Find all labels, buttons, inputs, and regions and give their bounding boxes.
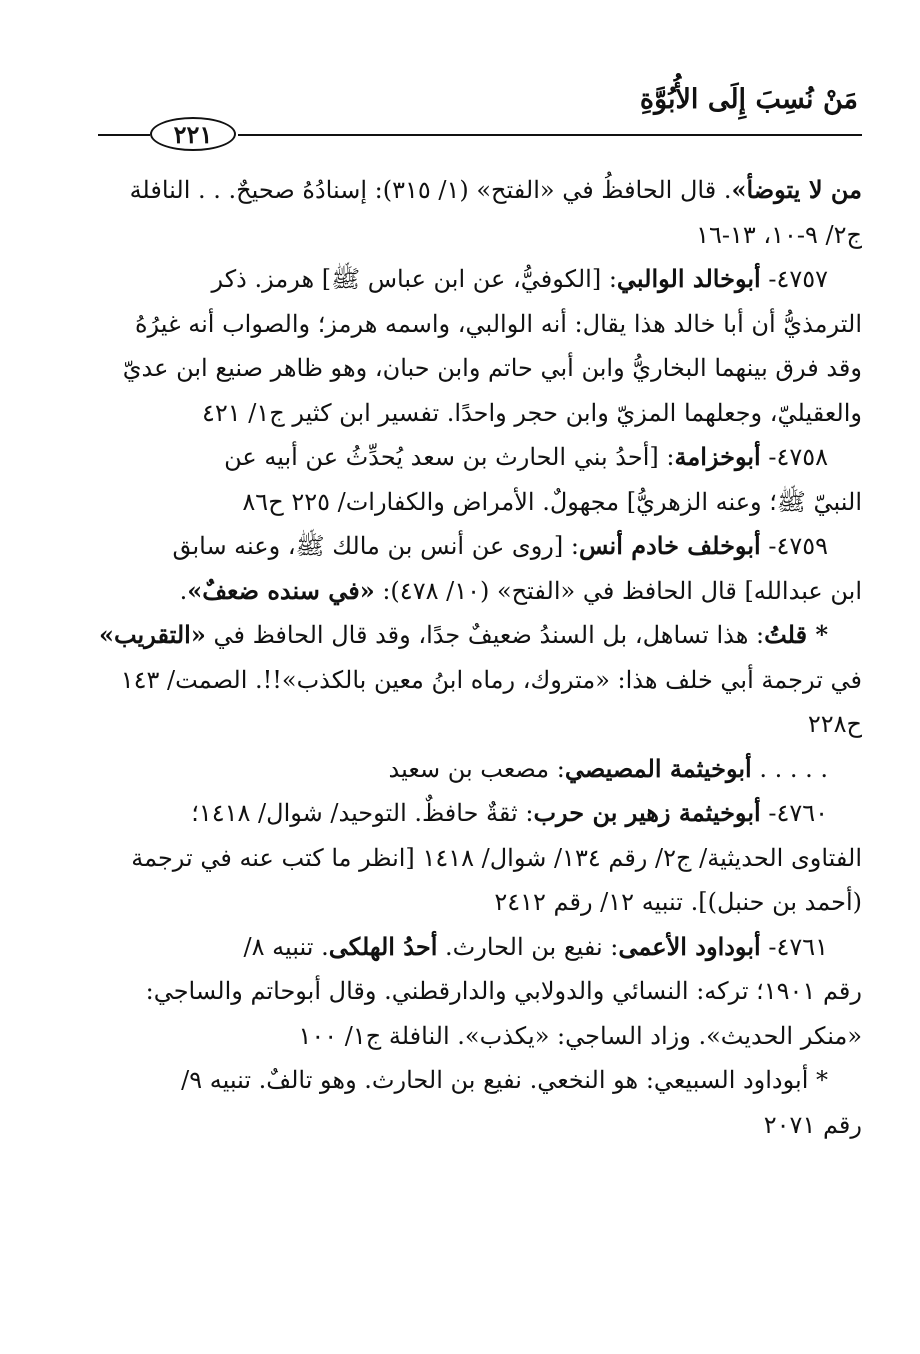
bold-text: أبوداود الأعمى	[618, 931, 761, 961]
paragraph	[98, 1058, 862, 1147]
text-run: * أبوداود السبيعي: هو النخعي. نفيع بن الحارث. وهو تالفٌ. تنبيه ٩/	[181, 1066, 828, 1094]
text-run: الترمذيُّ أن أبا خالد هذا يقال: أنه الوالبي، واسمه هرمز؛ والصواب أنه غيرُهُ	[134, 309, 862, 338]
text-run: «منكر الحديث». وزاد الساجي: «يكذب». النافلة ج١/ ١٠٠	[298, 1021, 862, 1050]
paragraph	[98, 168, 862, 257]
text-run: : [روى عن أنس بن مالك ﷺ، وعنه سابق	[172, 532, 579, 560]
text-run: الفتاوى الحديثية/ ج٢/ رقم ١٣٤/ شوال/ ١٤١٨ [انظر ما كتب عنه في ترجمة	[131, 843, 862, 872]
text-run: (أحمد بن حنبل)]. تنبيه ١٢/ رقم ٢٤١٢	[494, 888, 862, 916]
text-run: ابن عبدالله] قال الحافظ في «الفتح» (١٠/ ٤٧٨):	[374, 576, 862, 605]
text-run: : [الكوفيُّ، عن ابن عباس ﷺ] هرمز. ذكر	[211, 265, 617, 293]
text-run: : مصعب بن سعيد	[388, 754, 565, 783]
text-run: . تنبيه ٨/	[243, 932, 329, 961]
text-run: ج٢/ ٩-١٠، ١٣-١٦	[696, 220, 862, 249]
bold-text: أحدُ الهلكى	[328, 931, 438, 961]
bold-text: أبوخالد الوالبي	[616, 264, 761, 293]
bold-text: أبوخلف خادم أنس	[578, 531, 761, 560]
text-run: وقد فرق بينهما البخاريُّ وابن أبي حاتم وابن حبان، وهو ظاهر صنيع ابن عديّ	[122, 354, 862, 382]
paragraph	[98, 524, 862, 613]
bold-text: أبوخزامة	[674, 442, 761, 471]
text-run: ح٢٢٨	[807, 710, 862, 738]
text-run: : [أحدُ بني الحارث بن سعد يُحدِّثُ عن أبيه عن	[224, 443, 675, 471]
text-run: ٤٧٥٩-	[760, 532, 828, 560]
paragraph	[98, 257, 862, 435]
text-run: .	[179, 576, 188, 605]
text-run: : هذا تساهل، بل السندُ ضعيفٌ جدًا، وقد قال الحافظ في	[205, 621, 765, 649]
text-run: رقم ٢٠٧١	[763, 1110, 862, 1139]
bold-text: أبوخيثمة المصيصي	[564, 753, 752, 783]
body-text	[98, 168, 862, 1147]
bold-text: «في سنده ضعفٌ»	[187, 575, 375, 605]
paragraph	[98, 791, 862, 925]
text-run: ٤٧٥٨-	[760, 443, 828, 471]
paragraph	[98, 925, 862, 1059]
text-run: . . . . .	[751, 754, 828, 783]
paragraph	[98, 747, 862, 792]
text-run: ٤٧٦٠-	[760, 799, 828, 827]
text-run: في ترجمة أبي خلف هذا: «متروك، رماه ابنُ معين بالكذب»!!. الصمت/ ١٤٣	[120, 665, 862, 694]
text-run: النبيّ ﷺ؛ وعنه الزهريُّ] مجهولٌ. الأمراض والكفارات/ ٢٢٥ ح٨٦	[242, 487, 862, 516]
bold-text: أبوخيثمة زهير بن حرب	[533, 798, 761, 827]
running-header-title: مَنْ نُسِبَ إِلَى الأُبُوَّةِ	[639, 84, 858, 115]
text-run: : نفيع بن الحارث.	[437, 932, 619, 961]
text-run: : ثقةٌ حافظٌ. التوحيد/ شوال/ ١٤١٨؛	[191, 799, 534, 827]
text-run: . قال الحافظُ في «الفتح» (١/ ٣١٥): إسنادُهُ صحيحٌ. . . النافلة	[129, 176, 732, 204]
paragraph	[98, 613, 862, 747]
bold-text: من لا يتوضأ»	[731, 175, 862, 204]
text-run: ٤٧٥٧-	[760, 265, 828, 293]
bold-text: * قلتُ	[764, 620, 828, 649]
text-run: والعقيليّ، وجعلهما المزيّ وابن حجر واحدًا. تفسير ابن كثير ج١/ ٤٢١	[202, 398, 862, 427]
header-rule-left	[98, 134, 150, 136]
text-run: رقم ١٩٠١؛ تركه: النسائي والدولابي والدارقطني. وقال أبوحاتم والساجي:	[145, 977, 862, 1005]
paragraph	[98, 435, 862, 524]
bold-text: «التقريب»	[98, 620, 206, 649]
text-run: ٤٧٦١-	[760, 932, 828, 961]
header-rule-right	[238, 134, 862, 136]
page-number: ٢٢١	[150, 117, 236, 151]
